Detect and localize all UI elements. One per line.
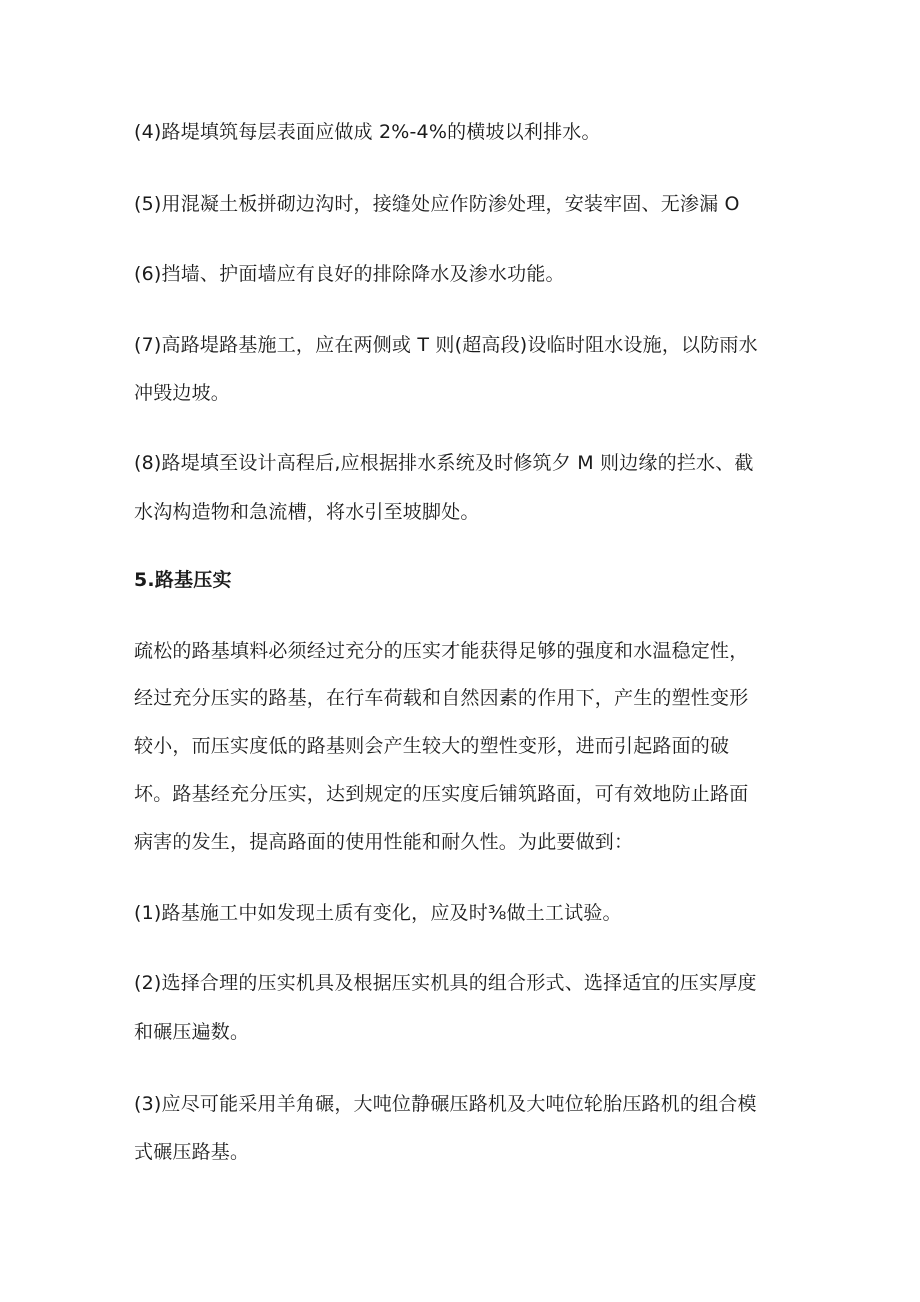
compaction-item-2-line-2: 和碾压遍数。 — [134, 1021, 250, 1043]
section-heading: 5.路基压实 — [134, 569, 232, 591]
intro-line-1: 疏松的路基填料必须经过充分的压实才能获得足够的强度和水温稳定性， — [134, 640, 749, 662]
paragraph-item-7-line-1: (7)高路堤路基施工，应在两侧或 T 则(超高段)设临时阻水设施，以防雨水 — [134, 334, 758, 356]
intro-line-4: 坏。路基经充分压实，达到规定的压实度后铺筑路面，可有效地防止路面 — [134, 783, 749, 805]
compaction-item-3-line-1: (3)应尽可能采用羊角碾，大吨位静碾压路机及大吨位轮胎压路机的组合模 — [134, 1093, 757, 1115]
intro-line-3: 较小，而压实度低的路基则会产生较大的塑性变形，进而引起路面的破 — [134, 735, 730, 757]
paragraph-item-4: (4)路堤填筑每层表面应做成 2%-4%的横坡以利排水。 — [134, 121, 601, 143]
paragraph-item-7-line-2: 冲毁边坡。 — [134, 382, 231, 404]
paragraph-item-6: (6)挡墙、护面墙应有良好的排除降水及渗水功能。 — [134, 263, 565, 285]
compaction-item-3-line-2: 式碾压路基。 — [134, 1141, 250, 1163]
compaction-item-2-line-1: (2)选择合理的压实机具及根据压实机具的组合形式、选择适宜的压实厚度 — [134, 972, 757, 994]
intro-line-5: 病害的发生，提高路面的使用性能和耐久性。为此要做到： — [134, 831, 634, 853]
paragraph-item-8-line-2: 水沟构造物和急流槽，将水引至坡脚处。 — [134, 501, 480, 523]
compaction-item-1: (1)路基施工中如发现土质有变化，应及时⅜做土工试验。 — [134, 902, 622, 924]
intro-line-2: 经过充分压实的路基，在行车荷载和自然因素的作用下，产生的塑性变形 — [134, 687, 749, 709]
paragraph-item-8-line-1: (8)路堤填至设计高程后,应根据排水系统及时修筑夕 M 则边缘的拦水、截 — [134, 452, 754, 474]
paragraph-item-5: (5)用混凝土板拼砌边沟时，接缝处应作防渗处理，安装牢固、无渗漏 O — [134, 193, 740, 215]
